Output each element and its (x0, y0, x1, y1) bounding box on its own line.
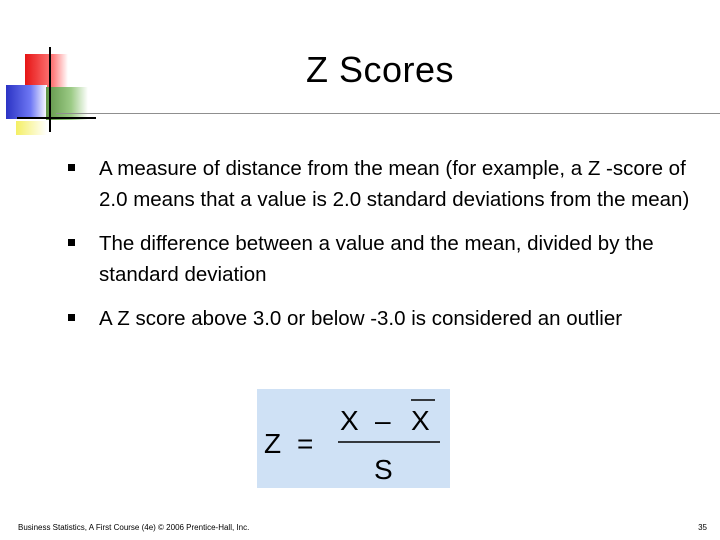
presentation-logo-icon (0, 44, 96, 140)
bullet-item (68, 303, 698, 334)
title-divider (56, 113, 720, 114)
bullet-item (68, 228, 698, 290)
formula-graphic (257, 389, 450, 488)
bullet-square-icon (68, 239, 75, 246)
footer-source-text: Business Statistics, A First Course (4e) © 2006 Prentice-Hall, Inc. (18, 523, 250, 532)
formula-s-symbol: S (374, 454, 393, 485)
bullet-square-icon (68, 164, 75, 171)
formula-x-bar-symbol: X (411, 405, 430, 436)
bullet-square-icon (68, 314, 75, 321)
formula-x-symbol: X (340, 405, 359, 436)
bullet-text: A Z score above 3.0 or below -3.0 is considered an outlier (99, 307, 623, 330)
bullet-text: A measure of distance from the mean (for example, a Z -score of 2.0 means that a value is 2.0 standard deviations from the mean) (99, 157, 690, 211)
bullet-item (68, 153, 698, 215)
bullet-text: The difference between a value and the mean, divided by the standard deviation (99, 232, 654, 286)
bullet-list (68, 153, 698, 347)
slide-number: 35 (698, 523, 707, 532)
z-score-formula (257, 389, 450, 488)
formula-equals-sign: = (297, 428, 314, 459)
slide-title: Z Scores (305, 49, 455, 90)
formula-minus-sign: – (375, 405, 391, 436)
formula-z-symbol: Z (264, 428, 282, 459)
